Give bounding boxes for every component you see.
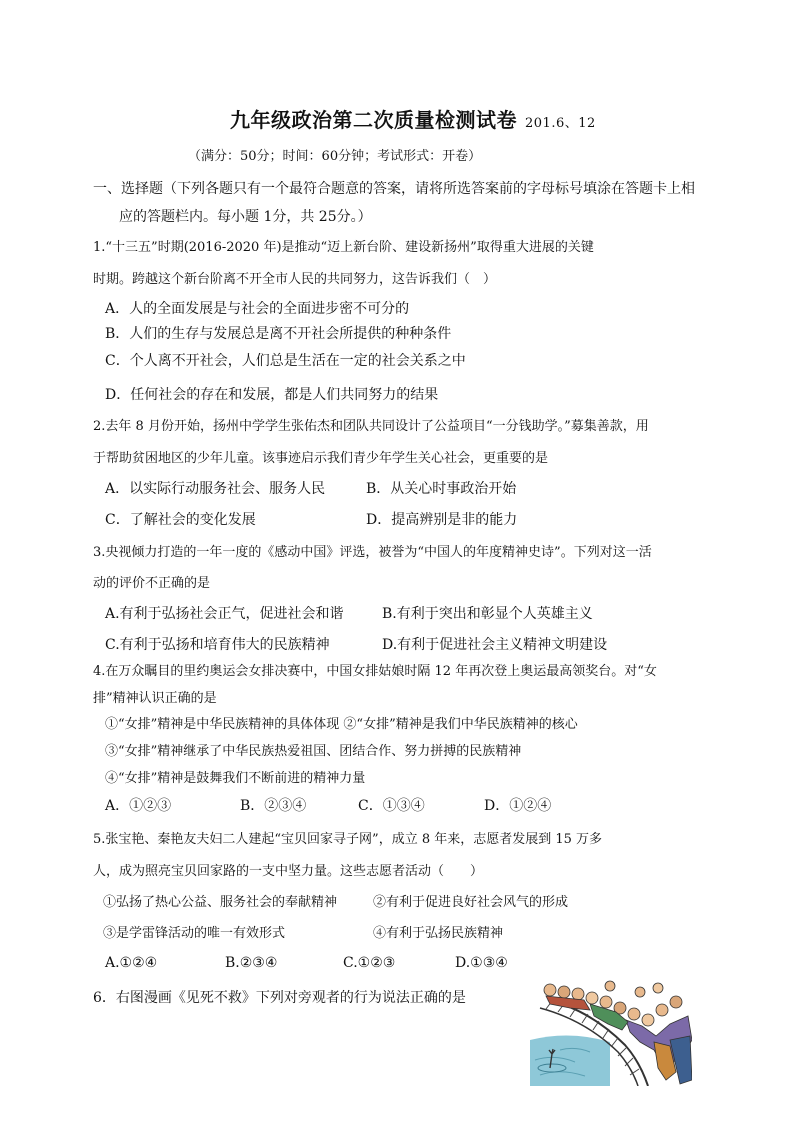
q5-option-c: C.①②③ — [343, 955, 396, 971]
q5-item-2: ②有利于促进良好社会风气的形成 — [373, 895, 569, 910]
q1-option-d: D．任何社会的存在和发展，都是人们共同努力的结果 — [105, 387, 439, 403]
q4-option-c: C．①③④ — [358, 798, 425, 814]
q1-stem-line1: 1.“十三五”时期(2016-2020 年)是推动“迈上新台阶、建设新扬州”取得重大进展的关键 — [93, 240, 594, 255]
q3-option-d: D.有利于促进社会主义精神文明建设 — [382, 637, 608, 653]
q1-stem-line2: 时期。跨越这个新台阶离不开全市人民的共同努力，这告诉我们（ ） — [93, 272, 497, 287]
q2-option-a: A．以实际行动服务社会、服务人民 — [105, 481, 326, 497]
q5-stem-line1: 5.张宝艳、秦艳友夫妇二人建起“宝贝回家寻子网”，成立 8 年来，志愿者发展到 15 万多 — [93, 832, 603, 847]
q2-option-c: C．了解社会的变化发展 — [105, 512, 256, 528]
exam-date: 201.6、12 — [525, 116, 596, 131]
q5-stem-line2: 人，成为照亮宝贝回家路的一支中坚力量。这些志愿者活动（ ） — [93, 864, 484, 879]
q2-stem-line1: 2.去年 8 月份开始，扬州中学学生张佑杰和团队共同设计了公益项目“一分钱助学。”募集善款，用 — [93, 419, 649, 434]
q3-option-a: A.有利于弘扬社会正气，促进社会和谐 — [105, 606, 344, 622]
q4-option-a: A．①②③ — [105, 798, 172, 814]
q5-option-d: D.①③④ — [455, 955, 508, 971]
q4-stem-line2: 排”精神认识正确的是 — [93, 691, 217, 706]
q3-stem-line1: 3.央视倾力打造的一年一度的《感动中国》评选，被誉为“中国人的年度精神史诗”。下列对这一活 — [93, 545, 652, 560]
q2-option-b: B．从关心时事政治开始 — [366, 481, 517, 497]
q4-item-3: ③“女排”精神继承了中华民族热爱祖国、团结合作、努力拼搏的民族精神 — [105, 744, 522, 759]
page-title — [230, 104, 596, 133]
q4-option-d: D．①②④ — [484, 798, 552, 814]
q3-option-c: C.有利于弘扬和培育伟大的民族精神 — [105, 637, 330, 653]
q3-stem-line2: 动的评价不正确的是 — [93, 576, 211, 591]
q1-option-b: B．人们的生存与发展总是离不开社会所提供的种种条件 — [105, 326, 452, 342]
q4-item-1-2: ①“女排”精神是中华民族精神的具体体现 ②“女排”精神是我们中华民族精神的核心 — [105, 717, 578, 732]
q4-option-b: B．②③④ — [240, 798, 307, 814]
q3-option-b: B.有利于突出和彰显个人英雄主义 — [382, 606, 593, 622]
q5-item-4: ④有利于弘扬民族精神 — [373, 926, 504, 941]
q6-stem: 6．右图漫画《见死不救》下列对旁观者的行为说法正确的是 — [93, 990, 466, 1006]
q5-item-1: ①弘扬了热心公益、服务社会的奉献精神 — [103, 895, 338, 910]
section-heading-line2: 应的答题栏内。每小题 1分，共 25分。） — [119, 209, 372, 225]
q5-option-a: A.①②④ — [105, 955, 158, 971]
exam-info: （满分：50分；时间：60分钟；考试形式：开卷） — [188, 149, 482, 164]
q1-option-a: A．人的全面发展是与社会的全面进步密不可分的 — [105, 301, 410, 317]
cartoon-illustration — [530, 980, 692, 1086]
q4-stem-line1: 4.在万众瞩目的里约奥运会女排决赛中，中国女排姑娘时隔 12 年再次登上奥运最高领奖台。对“女 — [93, 664, 657, 679]
q5-item-3: ③是学雷锋活动的唯一有效形式 — [103, 926, 286, 941]
q1-option-c: C．个人离不开社会，人们总是生活在一定的社会关系之中 — [105, 353, 466, 369]
q4-item-4: ④“女排”精神是鼓舞我们不断前进的精神力量 — [105, 771, 366, 786]
q5-option-b: B.②③④ — [225, 955, 278, 971]
q2-stem-line2: 于帮助贫困地区的少年儿童。该事迹启示我们青少年学生关心社会，更重要的是 — [93, 451, 549, 466]
q2-option-d: D．提高辨别是非的能力 — [366, 512, 518, 528]
section-heading-line1: 一、选择题（下列各题只有一个最符合题意的答案，请将所选答案前的字母标号填涂在答题卡上相 — [93, 181, 695, 197]
title-text: 九年级政治第二次质量检测试卷 — [230, 108, 517, 132]
